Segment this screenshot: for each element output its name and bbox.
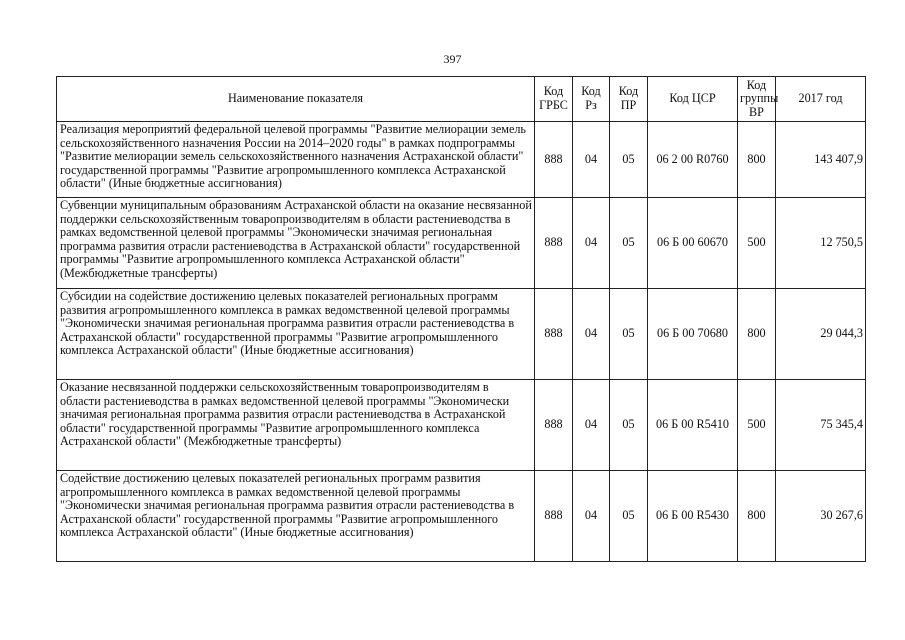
header-vr: Код группы ВР bbox=[738, 77, 776, 122]
row-rz: 04 bbox=[573, 198, 610, 289]
header-name: Наименование показателя bbox=[57, 77, 535, 122]
table-row bbox=[57, 122, 866, 198]
row-amount: 30 267,6 bbox=[776, 471, 866, 562]
row-csr: 06 Б 00 R5430 bbox=[648, 471, 738, 562]
table-row bbox=[57, 380, 866, 471]
row-vr: 800 bbox=[738, 122, 776, 198]
row-pr: 05 bbox=[610, 289, 648, 380]
row-grbs: 888 bbox=[535, 380, 573, 471]
row-amount: 143 407,9 bbox=[776, 122, 866, 198]
row-csr: 06 Б 00 60670 bbox=[648, 198, 738, 289]
row-vr: 500 bbox=[738, 198, 776, 289]
header-year: 2017 год bbox=[776, 77, 866, 122]
row-grbs: 888 bbox=[535, 289, 573, 380]
row-name: Оказание несвязанной поддержки сельскохозяйственным товаропроизводителям в области растениеводства в рамках ведомственной целевой программы "Экономически значимая региональная программа развития отрасли растениеводства в Астраханской области" государственной программы "Развитие агропромышленного комплекса Астраханской области" (Межбюджетные трансферты) bbox=[57, 380, 535, 471]
row-grbs: 888 bbox=[535, 122, 573, 198]
row-amount: 12 750,5 bbox=[776, 198, 866, 289]
row-pr: 05 bbox=[610, 122, 648, 198]
table-row bbox=[57, 198, 866, 289]
row-rz: 04 bbox=[573, 380, 610, 471]
row-pr: 05 bbox=[610, 471, 648, 562]
row-name: Содействие достижению целевых показателей региональных программ развития агропромышленного комплекса в рамках ведомственной целевой программы "Экономически значимая региональная программа развития отрасли растениеводства в Астраханской области" государственной программы "Развитие агропромышленного комплекса Астраханской области" (Иные бюджетные ассигнования) bbox=[57, 471, 535, 562]
page-number: 397 bbox=[443, 52, 462, 66]
row-vr: 800 bbox=[738, 289, 776, 380]
row-grbs: 888 bbox=[535, 198, 573, 289]
header-rz: Код Рз bbox=[573, 77, 610, 122]
row-csr: 06 Б 00 R5410 bbox=[648, 380, 738, 471]
table-row bbox=[57, 289, 866, 380]
table-row bbox=[57, 471, 866, 562]
header-grbs: Код ГРБС bbox=[535, 77, 573, 122]
row-rz: 04 bbox=[573, 471, 610, 562]
row-csr: 06 2 00 R0760 bbox=[648, 122, 738, 198]
row-rz: 04 bbox=[573, 122, 610, 198]
row-csr: 06 Б 00 70680 bbox=[648, 289, 738, 380]
header-pr: Код ПР bbox=[610, 77, 648, 122]
row-amount: 75 345,4 bbox=[776, 380, 866, 471]
row-amount: 29 044,3 bbox=[776, 289, 866, 380]
budget-table bbox=[56, 76, 866, 562]
row-vr: 500 bbox=[738, 380, 776, 471]
row-pr: 05 bbox=[610, 198, 648, 289]
table-header-row bbox=[57, 77, 866, 122]
row-name: Реализация мероприятий федеральной целевой программы "Развитие мелиорации земель сельскохозяйственного назначения России на 2014–2020 годы" в рамках подпрограммы "Развитие мелиорации земель сельскохозяйственного назначения Астраханской области" государственной программы "Развитие агропромышленного комплекса Астраханской области" (Иные бюджетные ассигнования) bbox=[57, 122, 535, 198]
row-name: Субсидии на содействие достижению целевых показателей региональных программ развития агропромышленного комплекса в рамках ведомственной целевой программы "Экономически значимая региональная программа развития отрасли растениеводства в Астраханской области" государственной программы "Развитие агропромышленного комплекса Астраханской области" (Иные бюджетные ассигнования) bbox=[57, 289, 535, 380]
row-pr: 05 bbox=[610, 380, 648, 471]
row-grbs: 888 bbox=[535, 471, 573, 562]
row-rz: 04 bbox=[573, 289, 610, 380]
header-csr: Код ЦСР bbox=[648, 77, 738, 122]
row-vr: 800 bbox=[738, 471, 776, 562]
row-name: Субвенции муниципальным образованиям Астраханской области на оказание несвязанной поддержки сельскохозяйственным товаропроизводителям в области растениеводства в рамках ведомственной целевой программы "Экономически значимая региональная программа развития отрасли растениеводства в Астраханской области" государственной программы "Развитие агропромышленного комплекса Астраханской области" (Межбюджетные трансферты) bbox=[57, 198, 535, 289]
